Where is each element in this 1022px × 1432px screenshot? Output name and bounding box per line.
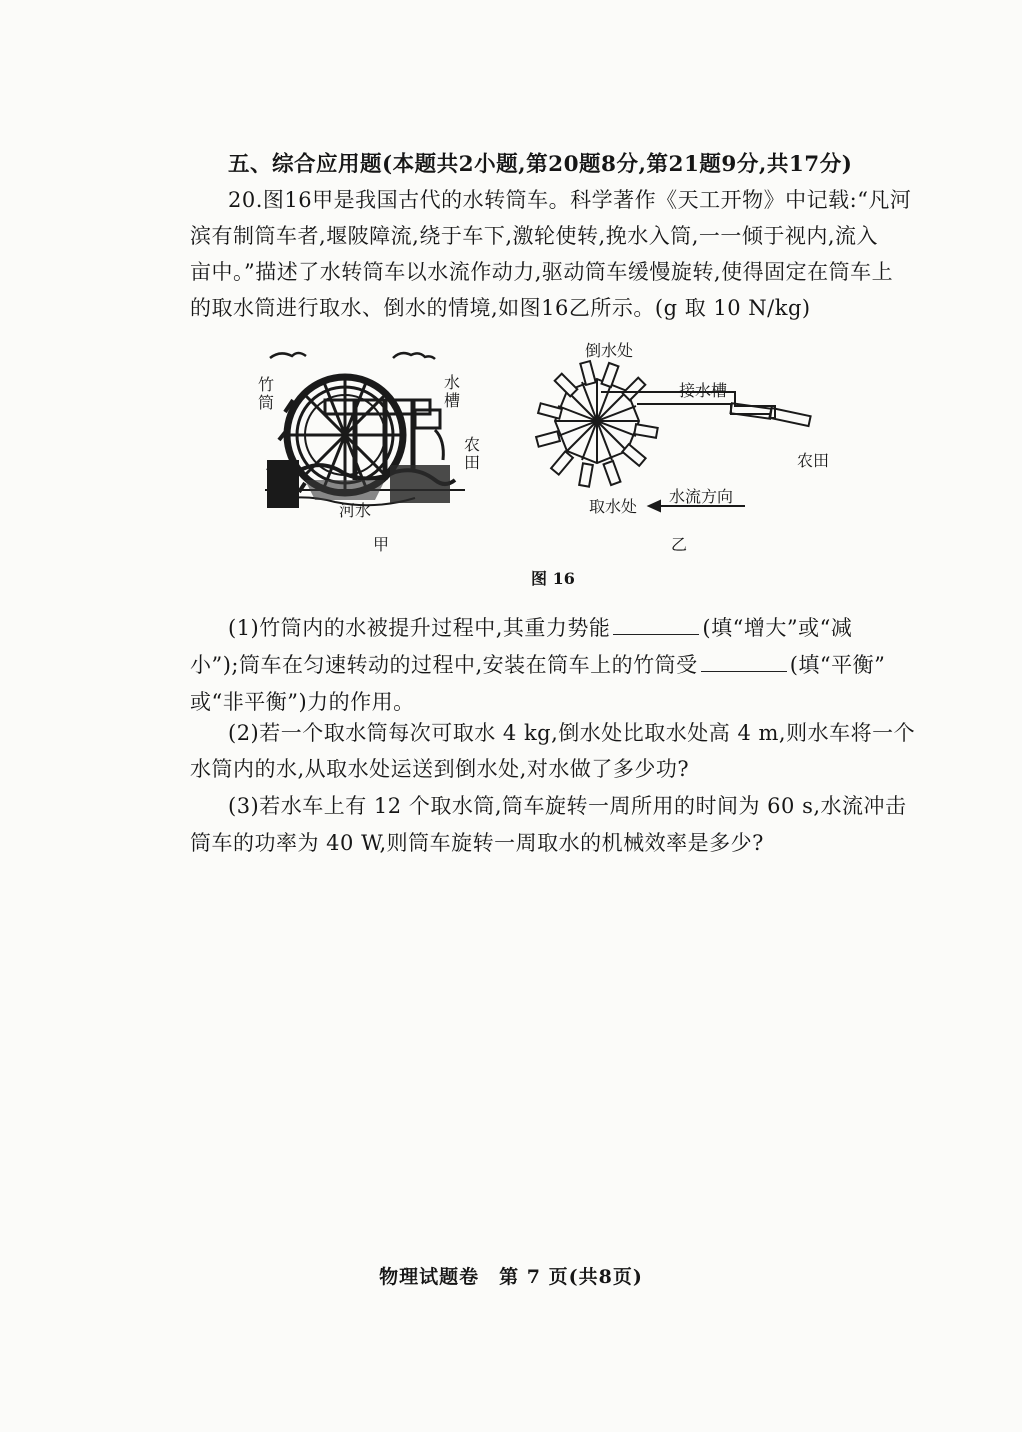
question-3-line-1: (3)若水车上有 12 个取水筒,筒车旋转一周所用的时间为 60 s,水流冲击	[228, 794, 907, 818]
question-1-text-c: 小”);筒车在匀速转动的过程中,安装在筒车上的竹筒受	[190, 653, 698, 677]
question-2-line-1: (2)若一个取水筒每次可取水 4 kg,倒水处比取水处高 4 m,则水车将一个	[228, 721, 916, 745]
label-receiving-trough: 接水槽	[679, 381, 728, 400]
problem-20-line-2: 滨有制筒车者,堰陂障流,绕于车下,激轮使转,挽水入筒,一一倾于视内,流入	[190, 224, 879, 248]
question-3-line-2: 筒车的功率为 40 W,则筒车旋转一周取水的机械效率是多少?	[190, 831, 764, 855]
label-farmland-left: 农田	[463, 435, 480, 472]
answer-blank-1[interactable]	[613, 616, 699, 635]
label-intake-point: 取水处	[589, 497, 638, 516]
figure-16-drawing	[265, 340, 845, 590]
problem-20-line-4: 的取水筒进行取水、倒水的情境,如图16乙所示。(g 取 10 N/kg)	[190, 296, 811, 320]
caption-yi: 乙	[671, 535, 688, 554]
figure-caption: 图 16	[531, 569, 575, 588]
page-footer: 物理试题卷 第 7 页(共8页)	[379, 1266, 643, 1288]
caption-jia: 甲	[373, 535, 390, 554]
waterwheel-illustration	[265, 353, 465, 508]
label-farmland-right: 农田	[797, 451, 830, 470]
problem-20-line-3: 亩中。”描述了水转筒车以水流作动力,驱动筒车缓慢旋转,使得固定在筒车上	[190, 260, 894, 284]
label-river: 河水	[339, 501, 372, 520]
section-heading: 五、综合应用题(本题共2小题,第20题8分,第21题9分,共17分)	[228, 152, 853, 177]
label-pour-point: 倒水处	[585, 341, 634, 360]
label-flow-direction: 水流方向	[669, 487, 734, 506]
question-1-line-3: 或“非平衡”)力的作用。	[190, 690, 415, 714]
label-water-trough: 水槽	[443, 373, 460, 410]
problem-20-line-1: 20.图16甲是我国古代的水转筒车。科学著作《天工开物》中记载:“凡河	[228, 188, 912, 212]
question-2-line-2: 水筒内的水,从取水处运送到倒水处,对水做了多少功?	[190, 757, 690, 781]
answer-blank-2[interactable]	[701, 653, 787, 672]
question-1-text-d: (填“平衡”	[789, 653, 886, 677]
question-1-text-b: (填“增大”或“减	[702, 616, 853, 640]
figure-16	[257, 340, 845, 590]
question-1-text-a: (1)竹筒内的水被提升过程中,其重力势能	[228, 616, 611, 640]
question-1-line-1	[228, 612, 852, 642]
label-bamboo-tube: 竹筒	[257, 375, 274, 412]
question-1-line-2	[190, 649, 885, 679]
